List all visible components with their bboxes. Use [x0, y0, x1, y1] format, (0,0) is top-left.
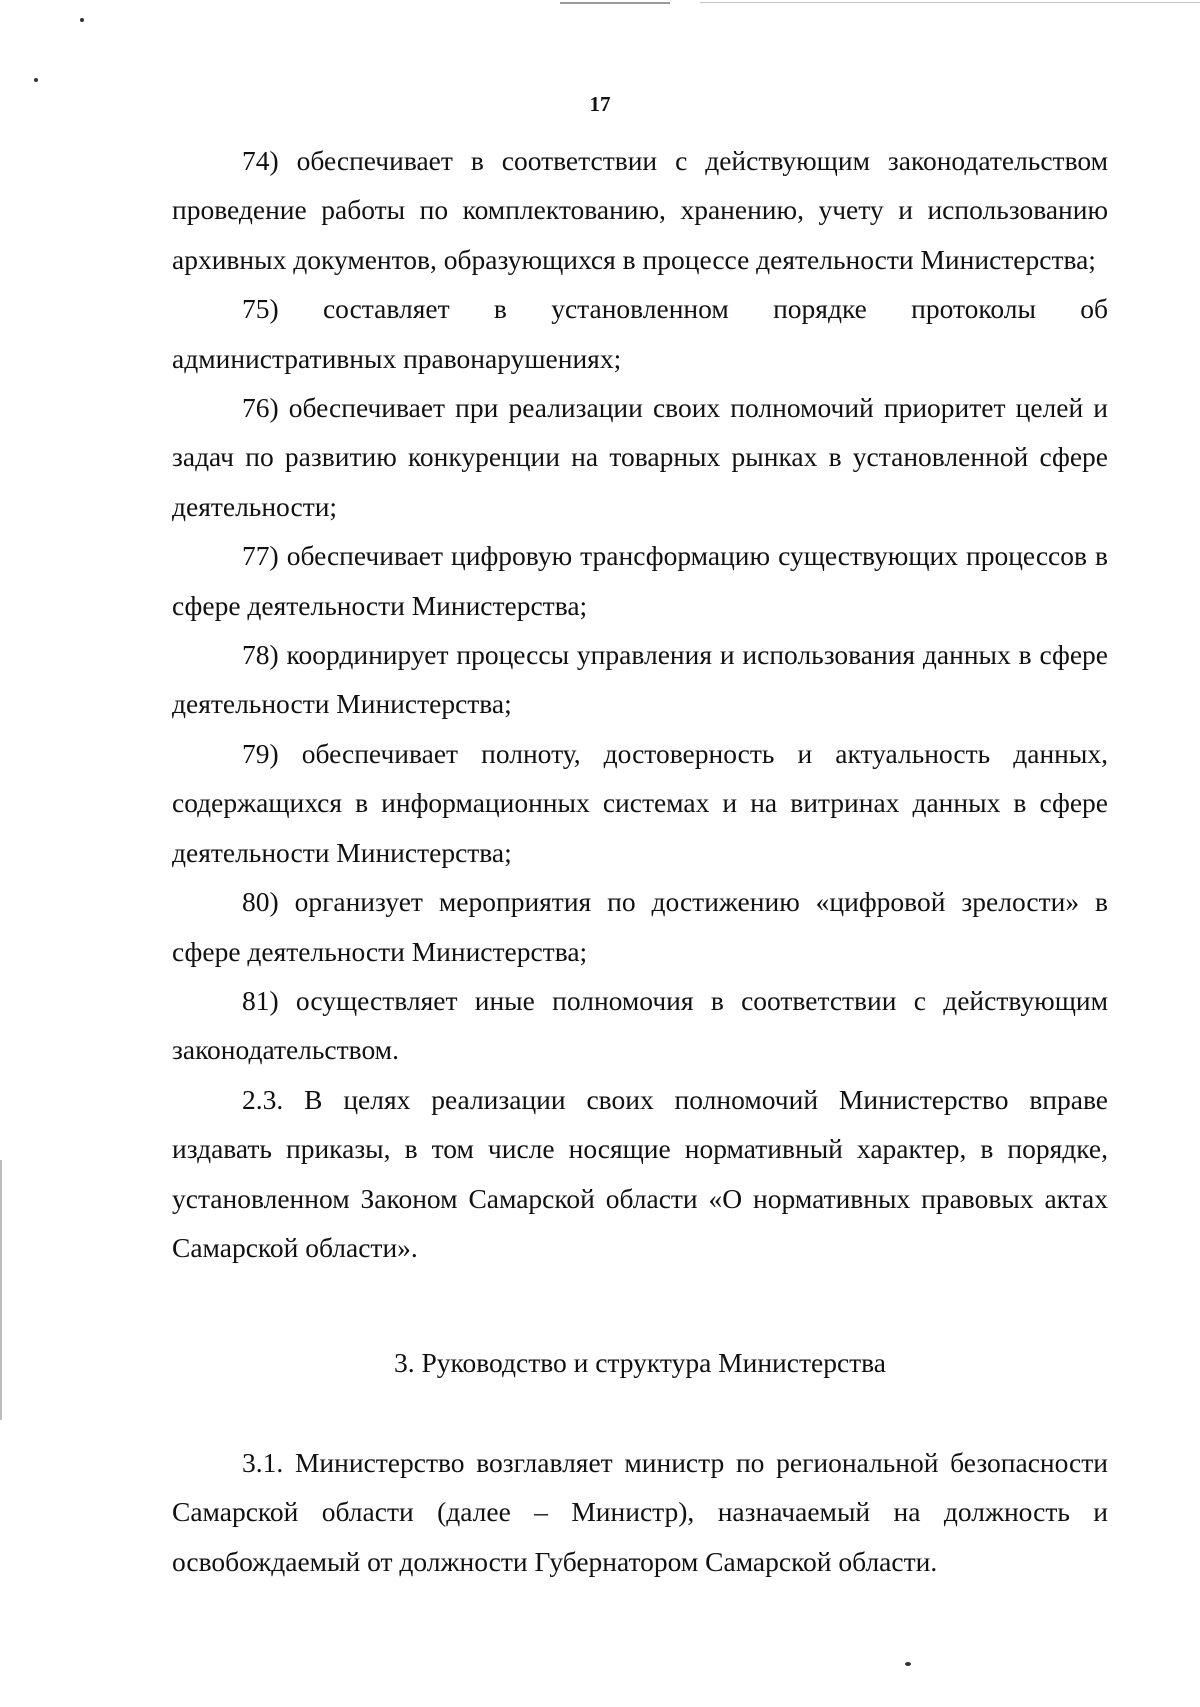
section-heading: 3. Руководство и структура Министерства	[393, 1347, 886, 1379]
paragraph-item-76: 76) обеспечивает при реализации своих полномочий приоритет целей и задач по развитию конкуренции на товарных рынках в установленной сфере деятельности;	[172, 392, 1108, 522]
paragraph-2-3: 2.3. В целях реализации своих полномочий Министерство вправе издавать приказы, в том числе носящие нормативный характер, в порядке, установленном Законом Самарской области «О нормативных правовых актах Самарской области».	[172, 1083, 1108, 1263]
document-body	[172, 136, 1108, 1586]
paragraph-item-81: 81) осуществляет иные полномочия в соответствии с действующим законодательством.	[172, 984, 1108, 1066]
scan-artifact-dot	[80, 18, 84, 22]
paragraph-item-79: 79) обеспечивает полноту, достоверность и актуальность данных, содержащихся в информационных системах и на витринах данных в сфере деятельности Министерства;	[172, 737, 1108, 868]
paragraph-item-78: 78) координирует процессы управления и использования данных в сфере деятельности Министерства;	[172, 639, 1108, 720]
page-number: 17	[589, 92, 611, 116]
paragraph-item-77: 77) обеспечивает цифровую трансформацию существующих процессов в сфере деятельности Министерства;	[172, 540, 1108, 621]
scan-artifact-top-rule	[700, 2, 1200, 3]
section-spacer	[172, 1388, 1108, 1438]
scan-artifact-dot	[34, 78, 38, 82]
paragraph-item-75: 75) составляет в установленном порядке протоколы об административных правонарушениях;	[172, 293, 1108, 374]
paragraph-3-1: 3.1. Министерство возглавляет министр по региональной безопасности Самарской области (далее – Министр), назначаемый на должность и освобождаемый от должности Губернатором Самарской области.	[172, 1446, 1108, 1577]
paragraph-item-80: 80) организует мероприятия по достижению «цифровой зрелости» в сфере деятельности Министерства;	[172, 886, 1108, 967]
scan-artifact-top	[560, 2, 670, 4]
paragraph-item-74: 74) обеспечивает в соответствии с действующим законодательством проведение работы по комплектованию, хранению, учету и использованию архивных документов, образующихся в процессе деятельности Министерства;	[172, 145, 1108, 275]
scan-artifact-left-edge	[0, 1160, 2, 1420]
section-spacer	[172, 1272, 1108, 1338]
scan-artifact-dot	[905, 1662, 911, 1666]
